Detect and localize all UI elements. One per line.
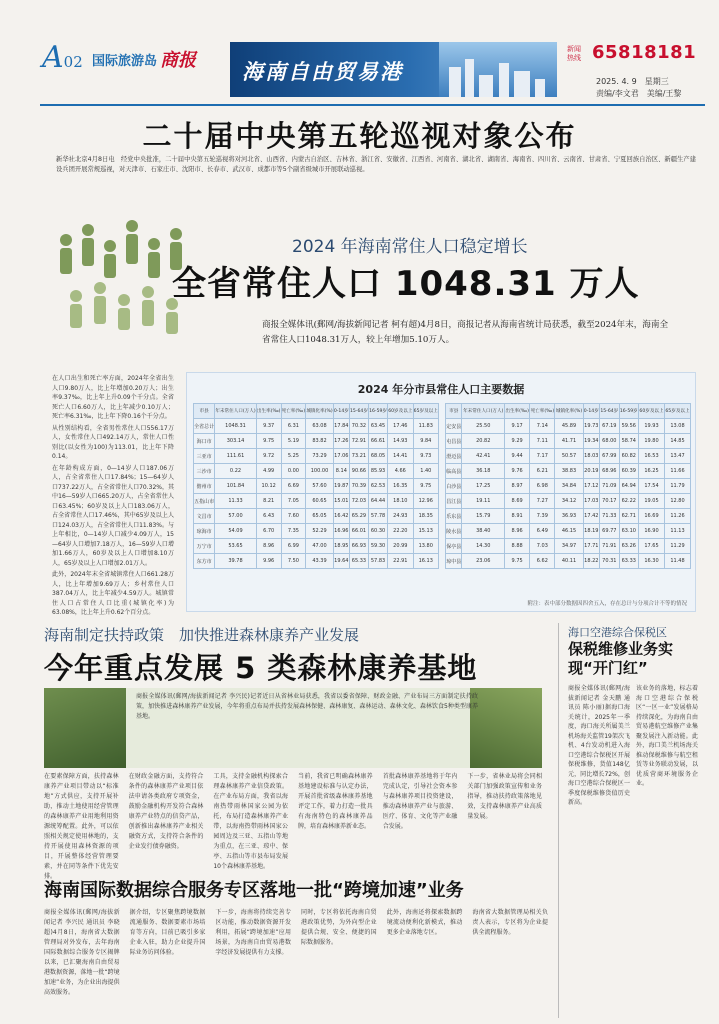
table-cell: 18.95 bbox=[333, 539, 349, 554]
table-cell: 16.42 bbox=[333, 509, 349, 524]
table-cell: 4.99 bbox=[256, 464, 281, 479]
table-cell: 19.05 bbox=[639, 494, 665, 509]
table-cell: 7.05 bbox=[281, 494, 306, 509]
table-cell: 67.19 bbox=[600, 419, 619, 434]
table-cell: 22.20 bbox=[388, 524, 413, 539]
table-cell: 11.79 bbox=[664, 479, 690, 494]
table-cell: 9.72 bbox=[256, 449, 281, 464]
table-row bbox=[194, 464, 439, 479]
table-cell: 17.46 bbox=[388, 419, 413, 434]
table-cell: 9.44 bbox=[505, 449, 530, 464]
table-cell: 乐东县 bbox=[446, 509, 462, 524]
table-cell: 57.00 bbox=[215, 509, 257, 524]
table-row bbox=[446, 449, 691, 464]
table-cell: 18.19 bbox=[583, 524, 599, 539]
table-cell: 303.14 bbox=[215, 434, 257, 449]
table-header-row bbox=[194, 404, 439, 419]
table-cell: 7.27 bbox=[530, 494, 555, 509]
table-cell: 万宁市 bbox=[194, 539, 215, 554]
table-cell: 16.96 bbox=[333, 524, 349, 539]
table-cell: 17.65 bbox=[639, 539, 665, 554]
hotline-number: 65818181 bbox=[592, 42, 697, 63]
table-cell: 24.93 bbox=[388, 509, 413, 524]
table-cell: 定安县 bbox=[446, 419, 462, 434]
table-cell: 白沙县 bbox=[446, 479, 462, 494]
table-header-cell: 65岁及以上 bbox=[664, 404, 690, 419]
table-cell: 6.49 bbox=[530, 524, 555, 539]
population-table-panel bbox=[186, 372, 696, 612]
table-header-cell: 0-14岁 bbox=[583, 404, 599, 419]
table-cell: 69.77 bbox=[600, 524, 619, 539]
table-header-cell: 城镇化率(%) bbox=[306, 404, 334, 419]
forest-col-2: 在财政金融方面，支持符合条件的森林康养产业项目依法申请各类政府专项资金，鼓励金融机构开发符合森林康养产业特点的信贷产品，创新推出森林康养产业相关融资方式，支持符合条件的企业发行债券融资。 bbox=[128, 773, 204, 850]
table-cell: 琼海市 bbox=[194, 524, 215, 539]
table-cell: 70.31 bbox=[600, 554, 619, 569]
population-lead: 商报全媒体讯(郵网/海拔新闻记者 柯有超)4月8日，商报记者从海南省统计局获悉，截至2024年末，海南全省常住人口1048.31万人，较上年增加5.10万人。 bbox=[262, 320, 669, 345]
table-cell: 34.84 bbox=[555, 479, 583, 494]
table-header-cell: 出生率(‰) bbox=[256, 404, 281, 419]
table-header-cell: 60岁及以上 bbox=[639, 404, 665, 419]
table-cell: 0.22 bbox=[215, 464, 257, 479]
table-header-cell: 死亡率(‰) bbox=[530, 404, 555, 419]
table-cell: 34.97 bbox=[555, 539, 583, 554]
table-cell: 71.91 bbox=[600, 539, 619, 554]
table-cell: 100.00 bbox=[306, 464, 334, 479]
table-cell: 60.39 bbox=[619, 464, 638, 479]
population-table-title: 2024 年分市县常住人口主要数据 bbox=[357, 383, 525, 396]
table-cell: 7.35 bbox=[281, 524, 306, 539]
table-row bbox=[446, 464, 691, 479]
table-cell: 全省总计 bbox=[194, 419, 215, 434]
table-header-cell: 15-64岁 bbox=[349, 404, 368, 419]
table-cell: 6.98 bbox=[530, 479, 555, 494]
customs-kicker: 海口空港综合保税区 bbox=[568, 626, 667, 639]
table-cell: 14.93 bbox=[388, 434, 413, 449]
table-cell: 保亭县 bbox=[446, 539, 462, 554]
table-cell: 18.35 bbox=[413, 509, 438, 524]
table-cell: 7.11 bbox=[530, 434, 555, 449]
table-cell: 60.65 bbox=[306, 494, 334, 509]
table-cell: 63.45 bbox=[369, 419, 388, 434]
table-cell: 琼中县 bbox=[446, 554, 462, 569]
table-row bbox=[446, 524, 691, 539]
table-cell: 6.99 bbox=[281, 539, 306, 554]
forest-photo-left bbox=[44, 688, 126, 768]
table-row bbox=[194, 554, 439, 569]
table-cell: 东方市 bbox=[194, 554, 215, 569]
paper-brand-logo: 商报 bbox=[160, 50, 196, 71]
table-cell: 72.03 bbox=[349, 494, 368, 509]
table-cell: 40.11 bbox=[555, 554, 583, 569]
table-cell: 陵水县 bbox=[446, 524, 462, 539]
table-cell: 17.06 bbox=[333, 449, 349, 464]
table-row bbox=[446, 509, 691, 524]
customs-headline: 保税维修业务实现“开门红” bbox=[568, 640, 674, 677]
column-divider bbox=[558, 623, 559, 1018]
table-row bbox=[194, 479, 439, 494]
forest-photo-right bbox=[470, 688, 542, 768]
table-cell: 16.90 bbox=[639, 524, 665, 539]
table-cell: 111.61 bbox=[215, 449, 257, 464]
table-cell: 临高县 bbox=[446, 464, 462, 479]
table-cell: 58.74 bbox=[619, 434, 638, 449]
forest-headline: 今年重点发展 5 类森林康养基地 bbox=[44, 651, 478, 685]
table-cell: 60.82 bbox=[619, 449, 638, 464]
data-zone-col-5: 此外，海南还将探索数据跨境流动便利化新模式，推动更多企业落地专区。 bbox=[386, 909, 463, 936]
table-cell: 43.39 bbox=[306, 554, 334, 569]
population-table-note: 附注：表中部分数据因四舍五入，存在总计与分项合计不等的情况 bbox=[527, 601, 687, 607]
table-cell: 三沙市 bbox=[194, 464, 215, 479]
customs-col-1: 商报全媒体讯(郵网/海拔新闻记者 金天鹏 通讯员 陈小丽)据海口海关统计，2025年一季度，海口海关所属美兰机场海关监管19架次飞机、4台发动机进入海口空港综合保税区开展保税维修，货值148亿元，同比增长72%，创海口空港综合保税区一季度保税维修货值历史新高。 bbox=[568, 685, 630, 806]
table-cell: 7.17 bbox=[530, 449, 555, 464]
table-cell: 12.80 bbox=[664, 494, 690, 509]
table-row bbox=[446, 539, 691, 554]
table-cell: 45.89 bbox=[555, 419, 583, 434]
table-cell: 18.22 bbox=[583, 554, 599, 569]
table-cell: 11.29 bbox=[664, 539, 690, 554]
data-zone-col-1: 商报全媒体讯(郵网/海拔新闻记者 李兴民 通讯员 李晓超)4月8日，海南省大数据管理局对外发布，去年海南国际数据综合服务专区揭牌以来，已汇聚海南自由贸易港数据资源，落地一批“跨境加速”业务，为企业出海提供高效服务。 bbox=[44, 909, 120, 996]
table-cell: 9.17 bbox=[505, 419, 530, 434]
table-cell: 63.08 bbox=[306, 419, 334, 434]
table-cell: 7.60 bbox=[281, 509, 306, 524]
forest-kicker: 海南制定扶持政策 加快推进森林康养产业发展 bbox=[44, 626, 360, 644]
table-cell: 5.25 bbox=[281, 449, 306, 464]
table-cell: 1.40 bbox=[413, 464, 438, 479]
table-cell: 6.69 bbox=[281, 479, 306, 494]
table-cell: 5.19 bbox=[281, 434, 306, 449]
data-zone-columns bbox=[44, 908, 548, 998]
table-cell: 7.39 bbox=[530, 509, 555, 524]
table-cell: 52.29 bbox=[306, 524, 334, 539]
table-cell: 41.71 bbox=[555, 434, 583, 449]
table-row bbox=[194, 434, 439, 449]
table-row bbox=[446, 554, 691, 569]
table-header-cell: 0-14岁 bbox=[333, 404, 349, 419]
table-cell: 6.62 bbox=[530, 554, 555, 569]
data-zone-col-6: 海南省大数据管理局相关负责人表示，专区将为企业提供全流程服务。 bbox=[472, 909, 549, 936]
table-cell: 42.41 bbox=[462, 449, 505, 464]
table-row bbox=[194, 524, 439, 539]
table-cell: 11.48 bbox=[664, 554, 690, 569]
table-cell: 19.93 bbox=[639, 419, 665, 434]
inspection-body: 新华社北京4月8日电 经党中央批准，二十届中央第五轮巡视将对河北省、山西省、内蒙古自治区、吉林省、浙江省、安徽省、江西省、河南省、湖北省、湖南省、海南省、四川省、云南省、甘肃省、宁夏回族自治区、新疆生产建设兵团开展常规巡视，对天津市、石家庄市、沈阳市、长春市、武汉市、成都市等5个副省级城市开展联动巡视。 bbox=[56, 156, 696, 173]
table-header-cell: 16-59岁 bbox=[619, 404, 638, 419]
table-header-cell: 市县 bbox=[194, 404, 215, 419]
table-cell: 60.30 bbox=[369, 524, 388, 539]
table-cell: 文昌市 bbox=[194, 509, 215, 524]
table-cell: 8.88 bbox=[505, 539, 530, 554]
population-para-age: 在年龄构成方面，0—14岁人口187.06万人，占全省常住人口17.84%；15—64岁人口737.22万人，占全省常住人口70.32%，其中16—59岁人口665.20万人，占全省常住人口63.45%；60岁及以上人口183.06万人，占全省常住人口17.46%，其中65岁及以上人口124.03万人，占全省常住人口11.83%。与上年相比，0—14岁人口减少4.09万人，15—64岁人口增加7.18万人，16—59岁人口增加1.66万人，60岁及以上人口增加8.10万人，65岁及以上人口增加2.01万人。 bbox=[52, 464, 174, 567]
table-cell: 70.32 bbox=[349, 419, 368, 434]
issue-date: 2025. 4. 9 星期三 bbox=[596, 77, 669, 86]
table-cell: 65.33 bbox=[349, 554, 368, 569]
forest-col-1: 在要素保障方面，扶持森林康养产业项目带动以“标准地”方式供应，支持开展补助，推动土地使用经营管理的森林康养产业用地利用资源统筹配置。此外，可以依照相关规定使用林地的，支持开展使用森林资源的项目，开展整体经营管理要素，并在同等条件下优先安排。 bbox=[44, 773, 119, 880]
table-cell: 9.75 bbox=[413, 479, 438, 494]
table-cell: 59.56 bbox=[619, 419, 638, 434]
table-cell: 儋州市 bbox=[194, 479, 215, 494]
population-table-right bbox=[445, 403, 691, 569]
table-cell: 59.30 bbox=[369, 539, 388, 554]
data-zone-col-3: 下一步，海南将持续完善专区功能，推动数据资源开发利用，拓展“跨境加速”应用场景，为海南自由贸易港数字经济发展提供有力支撑。 bbox=[215, 909, 292, 956]
table-row bbox=[194, 539, 439, 554]
table-cell: 38.83 bbox=[555, 464, 583, 479]
masthead-rule bbox=[40, 104, 705, 106]
table-cell: 11.66 bbox=[664, 464, 690, 479]
table-cell: 屯昌县 bbox=[446, 434, 462, 449]
table-cell: 海口市 bbox=[194, 434, 215, 449]
table-cell: 9.96 bbox=[256, 554, 281, 569]
table-cell: 五指山市 bbox=[194, 494, 215, 509]
table-cell: 22.91 bbox=[388, 554, 413, 569]
table-cell: 澄迈县 bbox=[446, 449, 462, 464]
table-cell: 65.05 bbox=[306, 509, 334, 524]
table-row bbox=[446, 494, 691, 509]
table-cell: 17.71 bbox=[583, 539, 599, 554]
data-zone-col-2: 据介绍，专区聚焦跨境数据流通服务、数据要素市场培育等方向，目前已吸引多家企业入驻，助力企业提升国际业务访问体验。 bbox=[129, 909, 206, 956]
table-header-cell: 年末常住人口(万人) bbox=[215, 404, 257, 419]
table-cell: 17.25 bbox=[462, 479, 505, 494]
table-cell: 101.84 bbox=[215, 479, 257, 494]
table-cell: 17.03 bbox=[583, 494, 599, 509]
table-cell: 54.09 bbox=[215, 524, 257, 539]
table-cell: 57.83 bbox=[369, 554, 388, 569]
table-cell: 18.10 bbox=[388, 494, 413, 509]
table-cell: 6.31 bbox=[281, 419, 306, 434]
forest-columns bbox=[44, 772, 542, 882]
table-header-cell: 16-59岁 bbox=[369, 404, 388, 419]
table-cell: 53.65 bbox=[215, 539, 257, 554]
table-cell: 16.69 bbox=[639, 509, 665, 524]
masthead bbox=[0, 0, 719, 104]
table-cell: 62.22 bbox=[619, 494, 638, 509]
table-cell: 7.50 bbox=[281, 554, 306, 569]
table-cell: 36.93 bbox=[555, 509, 583, 524]
data-zone-col-4: 同时，专区将依托海南自贸港政策优势，为外向型企业提供合规、安全、便捷的国际数据服务。 bbox=[301, 909, 377, 946]
table-cell: 9.37 bbox=[256, 419, 281, 434]
table-cell: 20.82 bbox=[462, 434, 505, 449]
table-cell: 73.29 bbox=[306, 449, 334, 464]
table-cell: 16.13 bbox=[413, 554, 438, 569]
table-cell: 11.83 bbox=[413, 419, 438, 434]
table-cell: 17.12 bbox=[583, 479, 599, 494]
table-header-cell: 死亡率(‰) bbox=[281, 404, 306, 419]
table-cell: 8.21 bbox=[256, 494, 281, 509]
table-row bbox=[194, 494, 439, 509]
table-cell: 63.33 bbox=[619, 554, 638, 569]
table-cell: 15.01 bbox=[333, 494, 349, 509]
table-cell: 64.94 bbox=[619, 479, 638, 494]
table-cell: 63.10 bbox=[619, 524, 638, 539]
table-cell: 12.96 bbox=[413, 494, 438, 509]
table-cell: 16.35 bbox=[388, 479, 413, 494]
forest-lead: 商报全媒体讯(郵网/海拔新闻记者 李兴民)记者近日从省林业局获悉，我省以委省保障、财政金融、产业布局三方面制定扶持政策，加快推进森林康养产业发展，今年将重点布局并扶持发展森林保健、森林康复、森林运动、森林文化、森林饮食5种类型康养基地。 bbox=[136, 693, 478, 720]
population-article bbox=[52, 374, 174, 618]
table-cell: 70.39 bbox=[349, 479, 368, 494]
table-cell: 47.00 bbox=[306, 539, 334, 554]
population-table-left bbox=[193, 403, 439, 569]
table-cell: 14.85 bbox=[664, 434, 690, 449]
editors-credit: 责编/李文君 美编/王黎 bbox=[596, 89, 682, 98]
table-cell: 71.09 bbox=[600, 479, 619, 494]
table-cell: 57.78 bbox=[369, 509, 388, 524]
table-cell: 8.14 bbox=[333, 464, 349, 479]
table-cell: 6.21 bbox=[530, 464, 555, 479]
table-cell: 19.64 bbox=[333, 554, 349, 569]
table-cell: 19.80 bbox=[639, 434, 665, 449]
table-cell: 6.43 bbox=[256, 509, 281, 524]
table-cell: 70.17 bbox=[600, 494, 619, 509]
hotline-label: 新闻热线 bbox=[567, 45, 581, 62]
table-cell: 8.91 bbox=[505, 509, 530, 524]
table-cell: 57.60 bbox=[306, 479, 334, 494]
table-header-cell: 年末常住人口(万人) bbox=[462, 404, 505, 419]
table-cell: 20.19 bbox=[583, 464, 599, 479]
table-cell: 71.33 bbox=[600, 509, 619, 524]
table-cell: 9.73 bbox=[413, 449, 438, 464]
table-cell: 66.01 bbox=[349, 524, 368, 539]
table-cell: 6.70 bbox=[256, 524, 281, 539]
table-cell: 7.14 bbox=[530, 419, 555, 434]
table-cell: 9.84 bbox=[413, 434, 438, 449]
table-cell: 64.44 bbox=[369, 494, 388, 509]
table-cell: 19.11 bbox=[462, 494, 505, 509]
forest-col-6: 下一步，省林业局将会同相关部门加强政策宣传和业务指导，推动扶持政策落地见效，支持森林康养产业高质量发展。 bbox=[467, 773, 543, 820]
table-cell: 36.18 bbox=[462, 464, 505, 479]
table-row bbox=[194, 509, 439, 524]
table-header-cell: 城镇化率(%) bbox=[555, 404, 583, 419]
table-cell: 4.66 bbox=[388, 464, 413, 479]
table-cell: 7.03 bbox=[530, 539, 555, 554]
table-cell: 20.99 bbox=[388, 539, 413, 554]
table-cell: 1048.31 bbox=[215, 419, 257, 434]
table-cell: 38.40 bbox=[462, 524, 505, 539]
table-cell: 三亚市 bbox=[194, 449, 215, 464]
page-number: A02 bbox=[42, 40, 83, 75]
table-cell: 14.30 bbox=[462, 539, 505, 554]
table-row bbox=[446, 434, 691, 449]
population-para-urban: 此外，2024年末全省城镇常住人口661.28万人，比上年增加9.69万人；乡村常住人口387.04万人，比上年减少4.59万人。城镇常住人口占常住人口比重(城镇化率)为63.08%，比上年上升0.62个百分点。 bbox=[52, 571, 174, 616]
table-cell: 25.50 bbox=[462, 419, 505, 434]
table-cell: 68.96 bbox=[600, 464, 619, 479]
table-cell: 9.75 bbox=[256, 434, 281, 449]
table-row bbox=[446, 479, 691, 494]
table-cell: 63.26 bbox=[619, 539, 638, 554]
customs-columns bbox=[568, 684, 698, 808]
table-cell: 17.26 bbox=[333, 434, 349, 449]
table-cell: 9.29 bbox=[505, 434, 530, 449]
section-title: 国际旅游岛 bbox=[92, 54, 158, 69]
table-cell: 8.69 bbox=[505, 494, 530, 509]
table-cell: 23.06 bbox=[462, 554, 505, 569]
table-cell: 34.12 bbox=[555, 494, 583, 509]
table-cell: 13.80 bbox=[413, 539, 438, 554]
table-cell: 9.76 bbox=[505, 464, 530, 479]
table-header-cell: 65岁及以上 bbox=[413, 404, 438, 419]
forest-photo-panel bbox=[44, 688, 542, 768]
table-cell: 11.26 bbox=[664, 509, 690, 524]
table-cell: 67.99 bbox=[600, 449, 619, 464]
table-cell: 19.34 bbox=[583, 434, 599, 449]
table-row bbox=[446, 419, 691, 434]
table-cell: 15.79 bbox=[462, 509, 505, 524]
table-cell: 65.29 bbox=[349, 509, 368, 524]
forest-col-5: 首批森林康养基地将于年内完成认定，引导社会资本参与森林康养项目投资建设，推动森林康养产业与旅游、医疗、体育、文化等产业融合发展。 bbox=[382, 773, 458, 830]
table-cell: 11.13 bbox=[664, 524, 690, 539]
table-cell: 18.03 bbox=[583, 449, 599, 464]
city-skyline-image bbox=[439, 42, 557, 97]
table-cell: 72.91 bbox=[349, 434, 368, 449]
table-cell: 昌江县 bbox=[446, 494, 462, 509]
banner-text: 海南自由贸易港 bbox=[242, 60, 403, 84]
table-cell: 50.57 bbox=[555, 449, 583, 464]
table-cell: 66.93 bbox=[349, 539, 368, 554]
table-cell: 14.41 bbox=[388, 449, 413, 464]
table-cell: 66.61 bbox=[369, 434, 388, 449]
table-cell: 0.00 bbox=[281, 464, 306, 479]
table-cell: 68.05 bbox=[369, 449, 388, 464]
table-cell: 19.87 bbox=[333, 479, 349, 494]
data-zone-headline: 海南国际数据综合服务专区落地一批“跨境加速”业务 bbox=[44, 880, 464, 901]
table-cell: 62.53 bbox=[369, 479, 388, 494]
table-header-cell: 60岁及以上 bbox=[388, 404, 413, 419]
table-cell: 16.25 bbox=[639, 464, 665, 479]
table-cell: 11.33 bbox=[215, 494, 257, 509]
table-cell: 73.21 bbox=[349, 449, 368, 464]
inspection-headline: 二十届中央第五轮巡视对象公布 bbox=[142, 119, 577, 153]
population-para-births: 在人口出生和死亡率方面，2024年全省出生人口9.80万人，比上年增加0.20万人；出生率9.37‰，比上年上升0.09个千分点。全省死亡人口6.60万人，比上年减少0.10万人；死亡率6.31‰，比上年下降0.16个千分点。 bbox=[52, 375, 174, 420]
table-cell: 62.71 bbox=[619, 509, 638, 524]
table-header-row bbox=[446, 404, 691, 419]
table-cell: 16.30 bbox=[639, 554, 665, 569]
ftp-banner bbox=[230, 42, 557, 97]
table-header-cell: 出生率(‰) bbox=[505, 404, 530, 419]
table-cell: 8.96 bbox=[256, 539, 281, 554]
table-cell: 90.66 bbox=[349, 464, 368, 479]
table-row bbox=[194, 449, 439, 464]
table-cell: 19.73 bbox=[583, 419, 599, 434]
table-header-cell: 15-64岁 bbox=[600, 404, 619, 419]
population-para-gender: 从性别结构看，全省男性常住人口556.17万人，女性常住人口492.14万人，常住人口性别比(以女性为100)为113.01，比上年下降0.14。 bbox=[52, 424, 174, 460]
table-cell: 85.93 bbox=[369, 464, 388, 479]
table-row bbox=[194, 419, 439, 434]
table-cell: 17.42 bbox=[583, 509, 599, 524]
table-cell: 16.53 bbox=[639, 449, 665, 464]
table-cell: 15.13 bbox=[413, 524, 438, 539]
table-cell: 68.00 bbox=[600, 434, 619, 449]
table-cell: 46.15 bbox=[555, 524, 583, 539]
table-cell: 10.12 bbox=[256, 479, 281, 494]
table-header-cell: 市县 bbox=[446, 404, 462, 419]
table-cell: 9.75 bbox=[505, 554, 530, 569]
population-kicker: 2024 年海南常住人口稳定增长 bbox=[292, 237, 528, 257]
table-cell: 13.08 bbox=[664, 419, 690, 434]
table-cell: 83.82 bbox=[306, 434, 334, 449]
forest-col-4: 当前，我省已明确森林康养基地建设标准与认定办法，开展首批省级森林康养基地评定工作，着力打造一批具有海南特色的森林康养品牌，培育森林康养新业态。 bbox=[298, 773, 373, 830]
customs-col-2: 该业务的落地，标志着海口空港综合保税区“一区一业”发展格局持续深化，为海南自由贸易港航空维修产业集聚发展注入新动能。此外，海口美兰机场海关推动保税维修与航空租赁等业务联动发展，以优质营商环境服务企业。 bbox=[636, 685, 698, 787]
table-cell: 8.96 bbox=[505, 524, 530, 539]
population-headline: 全省常住人口 1048.31 万人 bbox=[172, 264, 640, 304]
table-cell: 8.97 bbox=[505, 479, 530, 494]
table-cell: 17.84 bbox=[333, 419, 349, 434]
table-cell: 13.47 bbox=[664, 449, 690, 464]
table-cell: 17.54 bbox=[639, 479, 665, 494]
table-cell: 39.78 bbox=[215, 554, 257, 569]
forest-col-3: 工具，支持金融机构探索合理森林康养产业信贷政策。在产业布局方面，我省以海南热带雨林国家公园为依托，布局打造森林康养产业带，以海南热带雨林国家公园周边及三亚、五指山等地为重点，在三亚、琼中、保亭、五指山等市县布局发展10个森林康养基地。 bbox=[213, 773, 289, 870]
